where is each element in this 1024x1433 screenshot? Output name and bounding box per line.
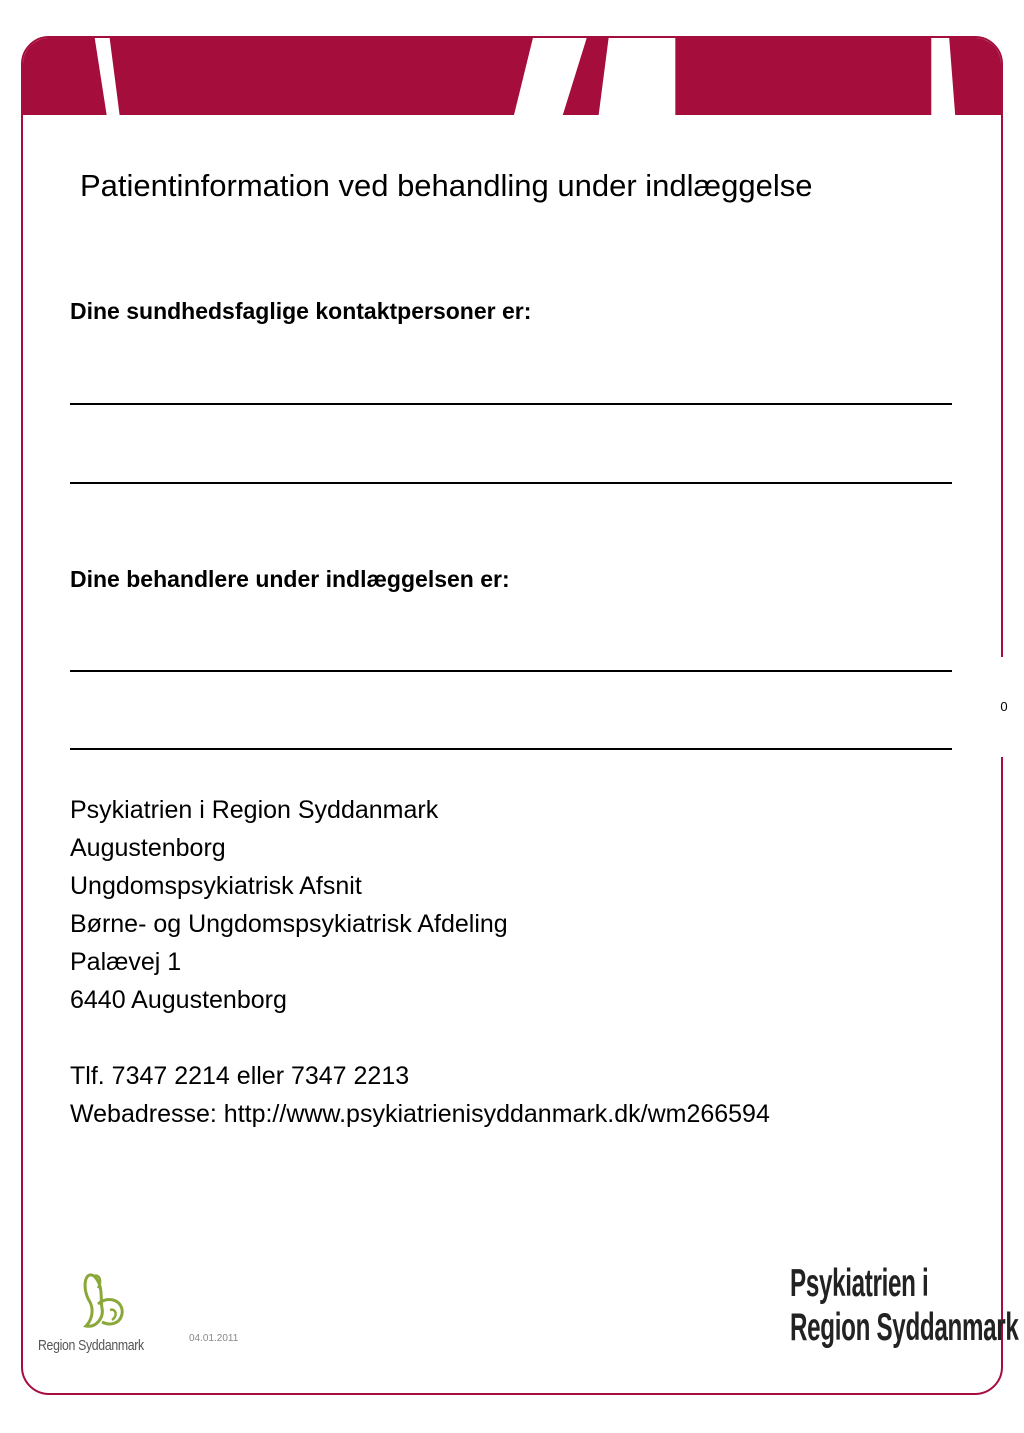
web-address-text: Webadresse: http://www.psykiatrienisyddanmark.dk/wm266594 — [70, 1100, 770, 1128]
address-line: Børne- og Ungdomspsykiatrisk Afdeling — [70, 910, 508, 938]
contacts-heading: Dine sundhedsfaglige kontaktpersoner er: — [70, 298, 532, 324]
page-number: 0 — [993, 657, 1015, 757]
page-frame — [21, 36, 1003, 1395]
contact-blank-line — [70, 482, 952, 484]
address-block — [70, 791, 770, 1133]
header-band — [23, 38, 1001, 115]
treaters-heading: Dine behandlere under indlæggelsen er: — [70, 566, 510, 592]
page-title: Patientinformation ved behandling under indlæggelse — [80, 168, 813, 203]
footer-date: 04.01.2011 — [189, 1333, 239, 1344]
treater-blank-line — [70, 670, 952, 672]
contact-blank-line — [70, 403, 952, 405]
region-logo-text: Region Syddanmark — [38, 1337, 144, 1354]
address-line: Augustenborg — [70, 834, 226, 862]
psychiatry-logo-line: Psykiatrien i — [790, 1262, 929, 1305]
address-line: Psykiatrien i Region Syddanmark — [70, 796, 439, 824]
spacer — [70, 1019, 770, 1057]
treater-blank-line — [70, 748, 952, 750]
psychiatry-logo — [790, 1262, 1019, 1350]
address-line: Ungdomspsykiatrisk Afsnit — [70, 872, 362, 900]
address-line: 6440 Augustenborg — [70, 986, 287, 1014]
psychiatry-logo-line: Region Syddanmark — [790, 1306, 1019, 1349]
phone-text: Tlf. 7347 2214 eller 7347 2213 — [70, 1062, 410, 1090]
address-line: Palævej 1 — [70, 948, 182, 976]
